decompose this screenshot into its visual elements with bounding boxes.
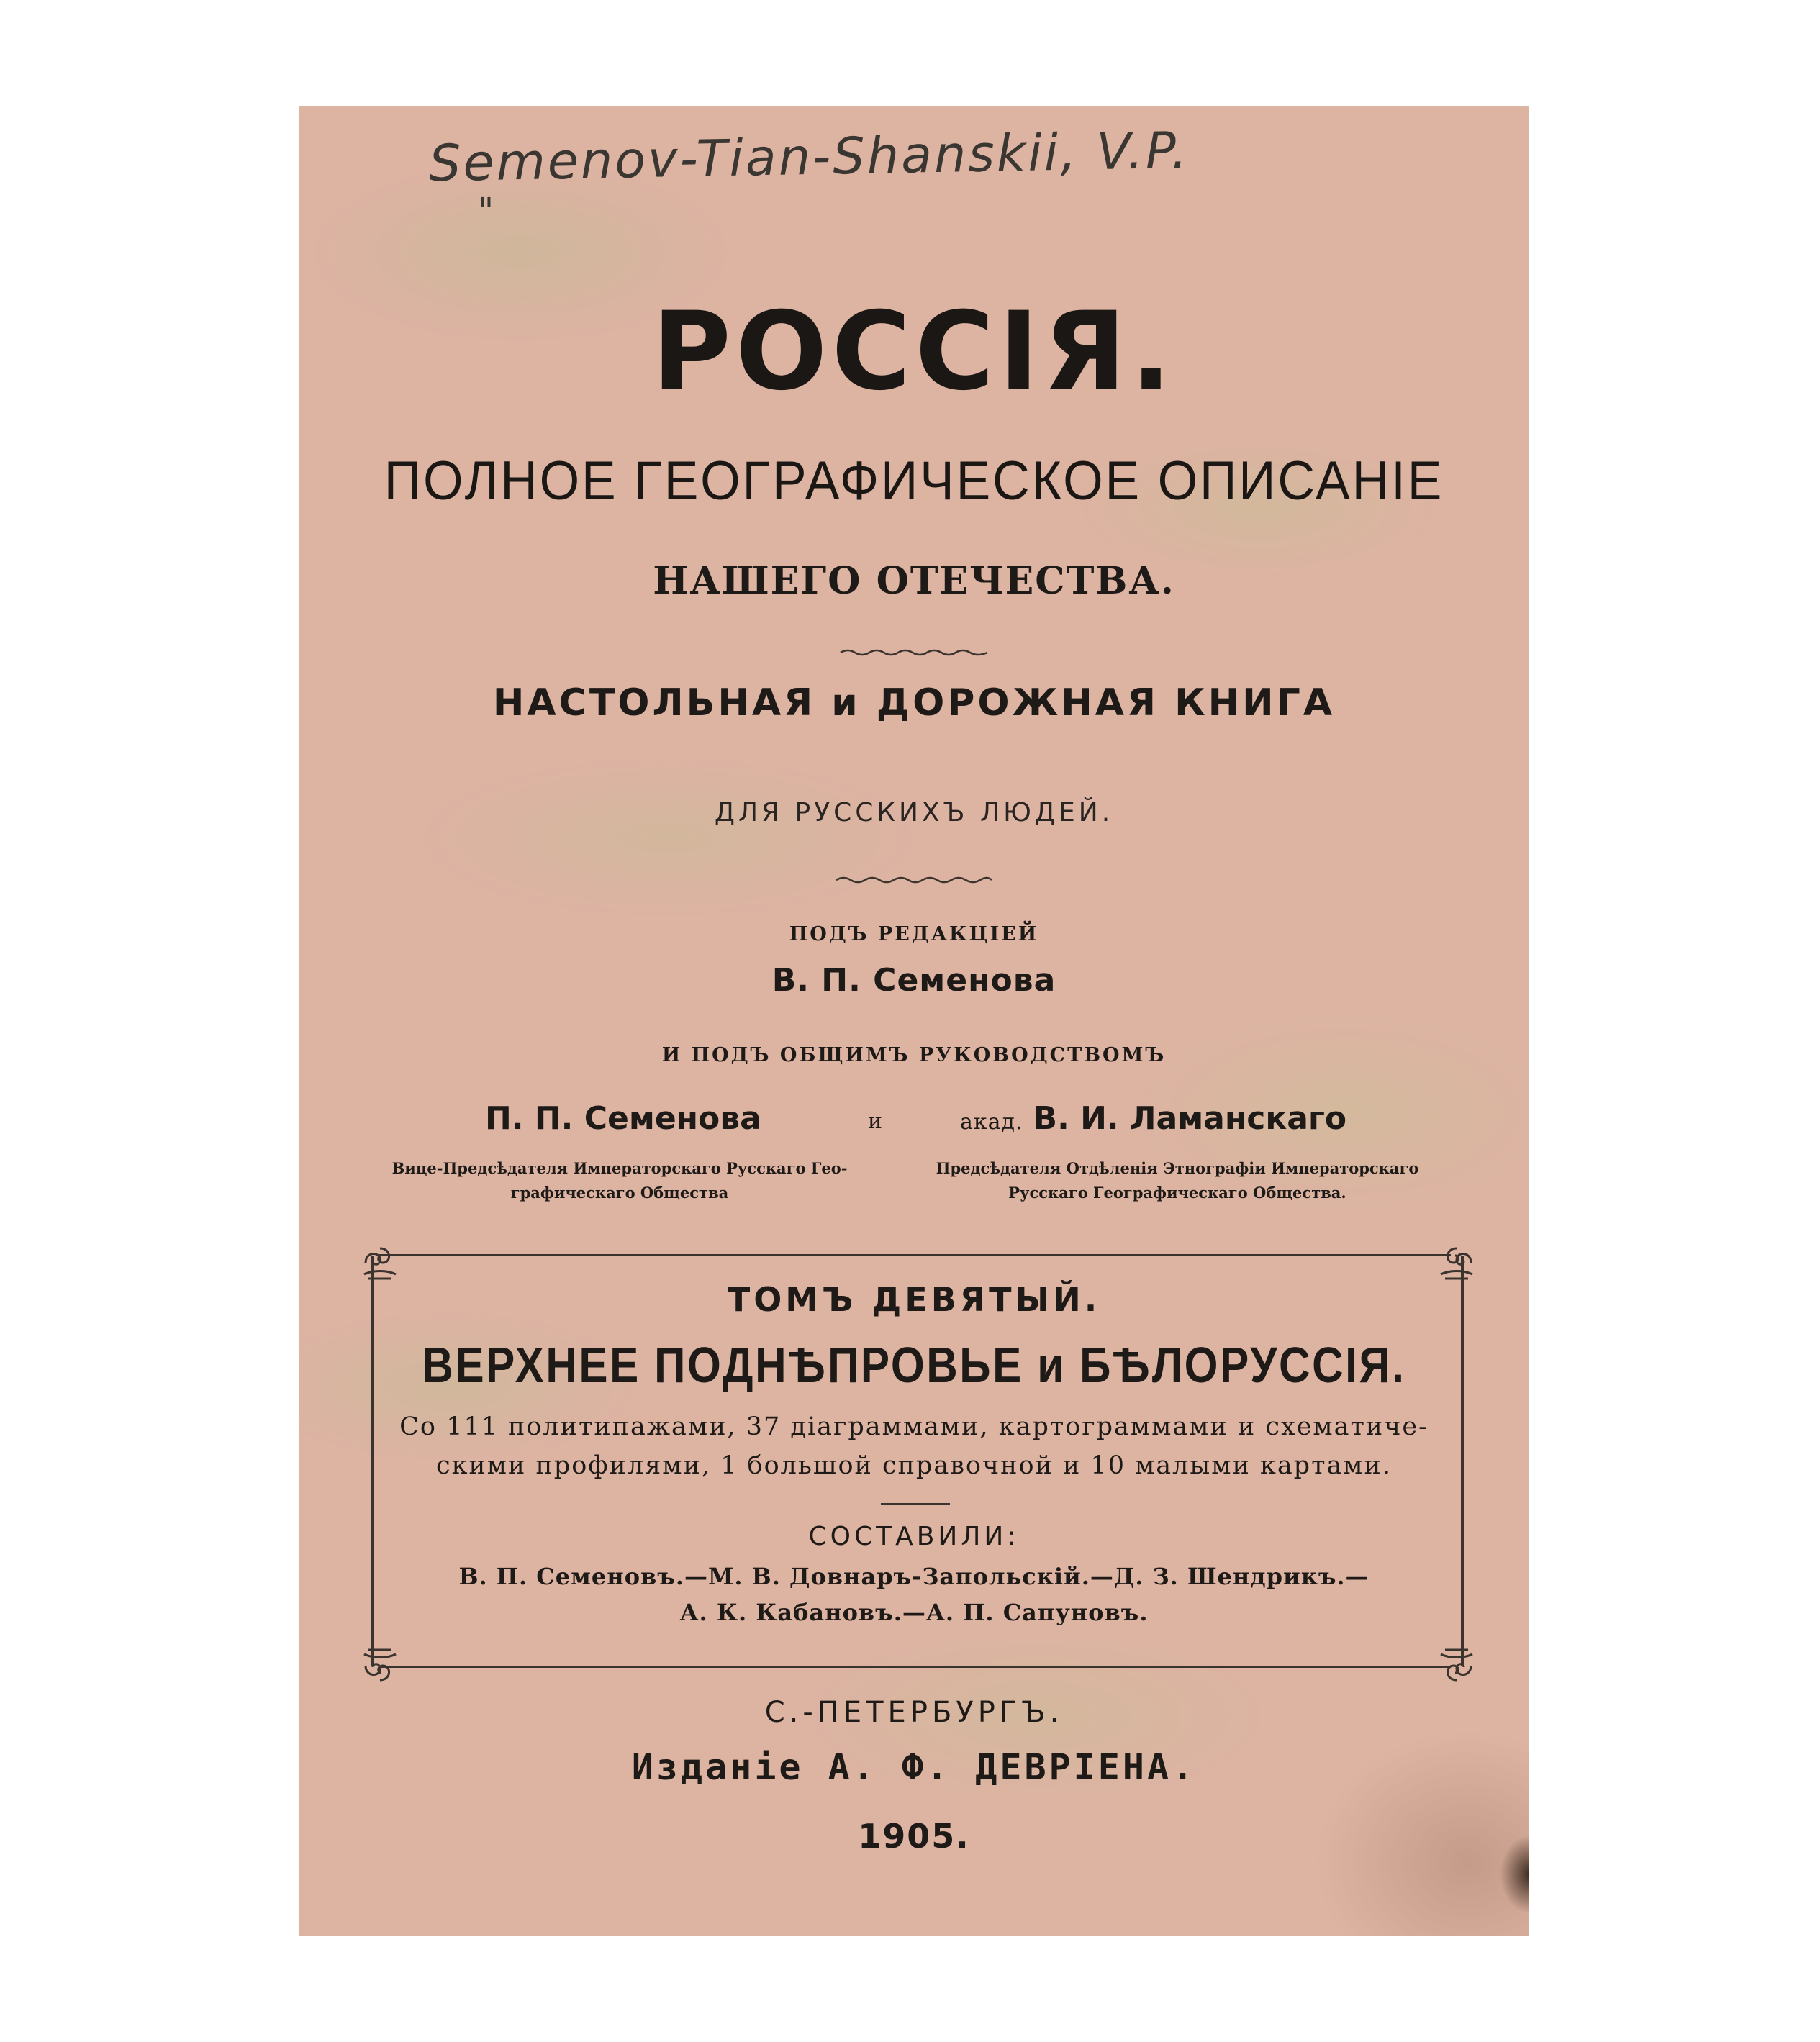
supervisor-left-name: П. П. Семенова	[485, 1100, 761, 1137]
illustrations-line-1: Со 111 политипажами, 37 діаграммами, картограммами и схематиче-	[399, 1412, 1429, 1441]
ornamental-squiggle	[835, 874, 993, 886]
short-divider	[881, 1503, 950, 1505]
illustrations-line-2: скими профилями, 1 большой справочной и 10 малыми картами.	[435, 1451, 1392, 1480]
handwritten-signature: Semenov-Tian-Shanskii, V.P.	[428, 120, 1190, 194]
edge-stain	[1500, 1835, 1529, 1914]
editor-label: ПОДЪ РЕДАКЦІЕЙ	[789, 923, 1039, 945]
volume-number: ТОМЪ ДЕВЯТЫЙ.	[727, 1280, 1101, 1319]
volume-title: ВЕРХНЕЕ ПОДНѢПРОВЬЕ и БѢЛОРУССІЯ.	[422, 1337, 1406, 1393]
corner-ornament-icon	[1435, 1241, 1478, 1284]
corner-ornament-icon	[358, 1241, 402, 1284]
compiled-by-label: СОСТАВИЛИ:	[808, 1522, 1020, 1551]
ornamental-squiggle	[839, 647, 989, 658]
supervisors-row	[299, 1100, 1529, 1143]
corner-ornament-icon	[358, 1644, 402, 1687]
for-russian-people-line: ДЛЯ РУССКИХЪ ЛЮДЕЙ.	[714, 798, 1114, 827]
editor-name: В. П. Семенова	[771, 962, 1056, 999]
supervisor-left-title	[368, 1156, 871, 1205]
guidance-label: И ПОДЪ ОБЩИМЪ РУКОВОДСТВОМЪ	[661, 1044, 1167, 1066]
supervisor-right-title	[897, 1156, 1458, 1205]
title-page	[299, 106, 1529, 1936]
book-subtitle-line2: НАШЕГО ОТЕЧЕСТВА.	[653, 559, 1175, 603]
supervisor-right-name: В. И. Ламанскаго	[1033, 1100, 1347, 1137]
desc-line: графическаго Общества	[510, 1184, 729, 1202]
desc-line: Предсѣдателя Отдѣленія Этнографіи Императорскаго	[936, 1159, 1419, 1177]
desc-line: Вице-Предсѣдателя Императорскаго Русскаго Гео-	[391, 1159, 848, 1177]
supervisors-conjunction: и	[868, 1109, 882, 1134]
book-title: РОССІЯ.	[652, 289, 1176, 414]
corner-ornament-icon	[1435, 1644, 1478, 1687]
supervisor-right	[960, 1100, 1346, 1137]
imprint-publisher: Изданіе А. Ф. ДЕВРІЕНА.	[631, 1746, 1197, 1788]
book-subtitle: ПОЛНОЕ ГЕОГРАФИЧЕСКОЕ ОПИСАНІЕ	[384, 450, 1444, 512]
handwritten-ditto-mark: "	[478, 191, 494, 231]
volume-frame-bottom	[379, 1666, 1451, 1668]
academician-abbrev: акад.	[960, 1110, 1023, 1135]
imprint-year: 1905.	[858, 1817, 970, 1856]
desc-line: Русскаго Географическаго Общества.	[1008, 1184, 1346, 1202]
volume-frame-top	[379, 1254, 1451, 1256]
desk-book-line: НАСТОЛЬНАЯ и ДОРОЖНАЯ КНИГА	[492, 681, 1336, 725]
authors-line-2: А. К. Кабановъ.—А. П. Сапуновъ.	[679, 1599, 1149, 1626]
imprint-city: С.-ПЕТЕРБУРГЪ.	[764, 1696, 1064, 1729]
authors-line-1: В. П. Семеновъ.—М. В. Довнаръ-Запольскій.—Д. З. Шендрикъ.—	[458, 1563, 1369, 1590]
